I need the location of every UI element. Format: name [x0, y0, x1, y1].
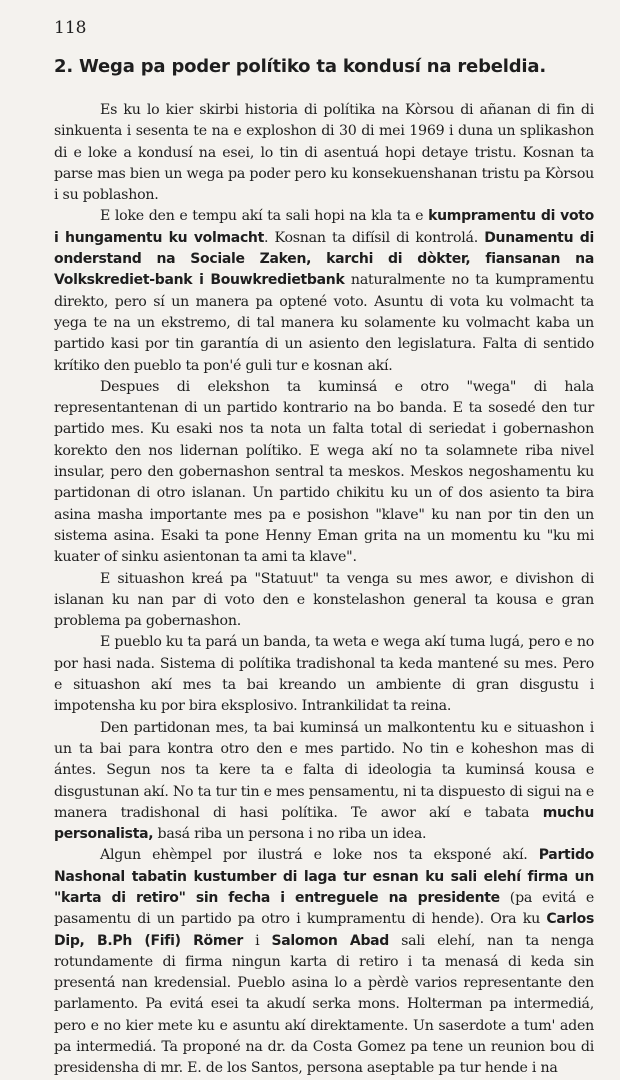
text-run: i — [242, 932, 272, 949]
bold-text: Salomon Abad — [271, 932, 390, 949]
bold-text: Partido Nashonal tabatin kustumber di laga tur esnan ku sali elehí firma un "karta di retiro" sin fecha i entreguele na presidente — [54, 847, 594, 906]
section-heading: 2. Wega pa poder polítiko ta kondusí na rebeldia. — [54, 56, 546, 77]
bold-text: muchu personalista, — [54, 804, 594, 843]
bold-text: Carlos Dip, B.Ph (Fifi) Römer — [54, 911, 594, 949]
text-run: Despues di elekshon ta kuminsá e otro "wega" di hala representantenan di un partido kontrario na bo banda. E ta sosedé den tur partido mes. Ku esaki nos ta nota un falta total di seriedat i gobernashon korekto den nos lidernan polítiko. E wega akí no ta solamnete riba nivel insular, pero den gobernashon sentral ta meskos. Meskos negoshamentu ku partidonan di otro islanan. Un partido chikitu ku un of dos asiento ta bira asina masha importante mes pa e posishon "klave" ku nan por tin den un sistema asina. Esaki ta pone Henny Eman grita na un momentu ku "ku mi kuater of sinku asientonan ta ami ta klave". — [54, 378, 594, 566]
paragraph — [54, 569, 594, 633]
text-run: E pueblo ku ta pará un banda, ta weta e wega akí tuma lugá, pero e no por hasi nada. Sistema di polítika tradishonal ta keda mantené su mes. Pero e situashon akí mes ta bai kreando un ambiente di gran disgustu i impotensha ku por bira eksplosivo. Intrankilidat ta reina. — [54, 634, 594, 715]
text-run: basá riba un persona i no riba un idea. — [153, 826, 427, 843]
page-number: 118 — [54, 18, 87, 38]
paragraph — [54, 206, 594, 376]
text-run: Algun ehèmpel por ilustrá e loke nos ta eksponé akí. — [100, 847, 539, 864]
text-run: Den partidonan mes, ta bai kuminsá un malkontentu ku e situashon i un ta bai para kontra otro den e mes partido. No tin e koheshon mas di ántes. Segun nos ta kere ta e falta di ideologia ta kuminsá kousa e disgustunan akí. No ta tur tin e mes pensamentu, ni ta dispuesto di sigui na e manera tradishonal di hasi polítika. Te awor akí e tabata — [54, 719, 594, 821]
paragraph — [54, 718, 594, 846]
paragraph — [54, 100, 594, 206]
text-run: E situashon kreá pa "Statuut" ta venga su mes awor, e divishon di islanan ku nan par di voto den e konstelashon general ta kousa e gran problema pa gobernashon. — [54, 570, 594, 630]
text-run: Es ku lo kier skirbi historia di polítika na Kòrsou di añanan di fin di sinkuenta i sesenta te na e exploshon di 30 di mei 1969 i duna un splikashon di e loke a kondusí na esei, lo tin di asentuá hopi detaye tristu. Kosnan ta parse mas bien un wega pa poder pero ku konsekuenshanan tristu pa Kòrsou i su poblashon. — [54, 102, 594, 204]
body-text — [54, 100, 594, 1080]
text-run: . Kosnan ta difísil di kontrolá. — [264, 229, 485, 246]
text-run: sali elehí, nan ta nenga rotundamente di firma ningun karta di retiro i ta menasá di keda sin presentá nan kredensial. Pueblo asina lo a pèrdè varios representante den parlamento. Pa evitá esei ta akudí serka mons. Holterman pa intermediá, pero e no kier mete ku e asuntu akí direktamente. Un saserdote a tum' aden pa intermediá. Ta proponé na dr. da Costa Gomez pa tene un reunion bou di presidensha di mr. E. de los Santos, persona aseptable pa tur hende i na — [54, 932, 594, 1077]
paragraph — [54, 845, 594, 1079]
bold-text: Dunamentu di onderstand na Sociale Zaken, karchi di dòkter, fiansanan na Volkskrediet-bank i Bouwkredietbank — [54, 229, 594, 289]
text-run: (pa evitá e pasamentu di un partido pa otro i kumpramentu di hende). Ora ku — [54, 889, 594, 928]
text-run: E loke den e tempu akí ta sali hopi na kla ta e — [100, 208, 429, 225]
paragraph — [54, 632, 594, 717]
paragraph — [54, 377, 594, 569]
text-run: naturalmente no ta kumpramentu direkto, pero sí un manera pa optené voto. Asuntu di vota ku volmacht ta yega te na un ekstremo, di tal manera ku solamente ku volmacht kaba un partido kasi por tin garantía di un asiento den legislatura. Falta di sentido krítiko den pueblo ta pon'é guli tur e kosnan akí. — [54, 272, 594, 374]
bold-text: kumpramentu di voto i hungamentu ku volmacht — [54, 208, 595, 246]
